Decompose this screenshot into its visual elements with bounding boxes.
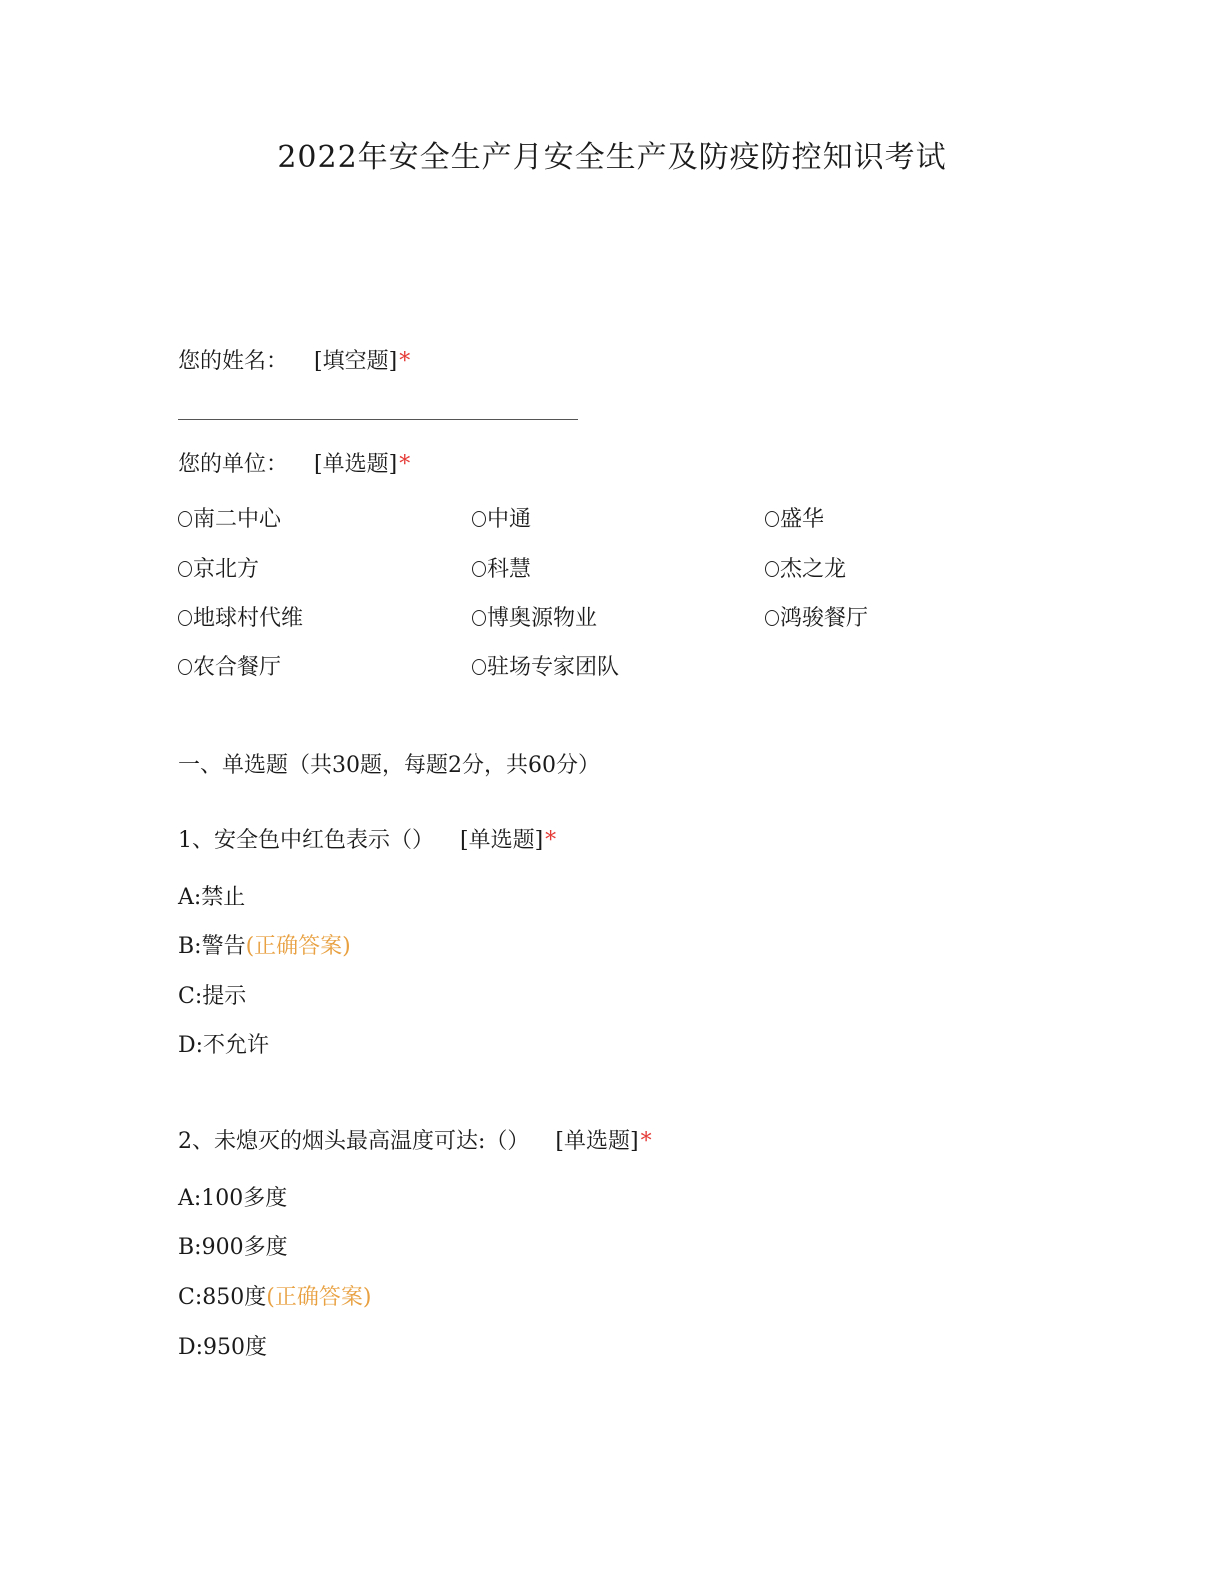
- correct-answer-marker: (正确答案): [245, 934, 351, 959]
- question-text: 1、安全色中红色表示（）: [178, 828, 434, 853]
- answer-option[interactable]: A:100多度: [178, 1186, 288, 1211]
- question-text: 2、未熄灭的烟头最高温度可达:（）: [178, 1129, 530, 1154]
- question-2: [178, 1127, 652, 1157]
- required-mark: *: [640, 1129, 652, 1154]
- radio-icon[interactable]: [472, 561, 486, 577]
- radio-icon[interactable]: [178, 511, 192, 527]
- radio-icon[interactable]: [765, 511, 779, 527]
- answer-option[interactable]: D:950度: [178, 1335, 268, 1360]
- unit-option[interactable]: 农合餐厅: [178, 653, 281, 683]
- answer-option[interactable]: C:提示: [178, 984, 247, 1009]
- answer-option[interactable]: B:900多度: [178, 1235, 288, 1260]
- radio-icon[interactable]: [178, 659, 192, 675]
- unit-option[interactable]: 杰之龙: [765, 555, 846, 585]
- question-1: [178, 826, 556, 856]
- radio-icon[interactable]: [472, 610, 486, 626]
- section-heading: 一、单选题（共30题，每题2分，共60分）: [178, 753, 600, 778]
- required-mark: *: [545, 828, 557, 853]
- unit-question-label: 您的单位：: [178, 452, 289, 477]
- unit-option[interactable]: 地球村代维: [178, 604, 303, 634]
- unit-option[interactable]: 驻场专家团队: [472, 653, 619, 683]
- unit-option[interactable]: 京北方: [178, 555, 259, 585]
- unit-question: [178, 450, 410, 480]
- unit-option[interactable]: 鸿骏餐厅: [765, 604, 868, 634]
- name-question-label: 您的姓名：: [178, 349, 289, 374]
- question-type: [单选题]: [555, 1129, 639, 1154]
- radio-icon[interactable]: [765, 561, 779, 577]
- radio-icon[interactable]: [765, 610, 779, 626]
- unit-option[interactable]: 南二中心: [178, 505, 281, 535]
- name-question: [178, 347, 410, 377]
- correct-answer-marker: (正确答案): [266, 1285, 372, 1310]
- name-answer-blank[interactable]: [178, 419, 578, 420]
- radio-icon[interactable]: [178, 561, 192, 577]
- answer-option[interactable]: B:警告(正确答案): [178, 934, 351, 959]
- radio-icon[interactable]: [472, 511, 486, 527]
- unit-question-type: [单选题]: [314, 452, 398, 477]
- name-question-type: [填空题]: [314, 349, 398, 374]
- answer-option[interactable]: D:不允许: [178, 1033, 270, 1058]
- required-mark: *: [399, 349, 411, 374]
- answer-option[interactable]: A:禁止: [178, 885, 246, 910]
- required-mark: *: [399, 452, 411, 477]
- answer-option[interactable]: C:850度(正确答案): [178, 1285, 372, 1310]
- unit-option[interactable]: 中通: [472, 505, 531, 535]
- unit-option[interactable]: 盛华: [765, 505, 824, 535]
- question-type: [单选题]: [460, 828, 544, 853]
- page-title: 2022年安全生产月安全生产及防疫防控知识考试: [277, 140, 947, 175]
- radio-icon[interactable]: [178, 610, 192, 626]
- unit-option[interactable]: 博奥源物业: [472, 604, 597, 634]
- radio-icon[interactable]: [472, 659, 486, 675]
- unit-option[interactable]: 科慧: [472, 555, 531, 585]
